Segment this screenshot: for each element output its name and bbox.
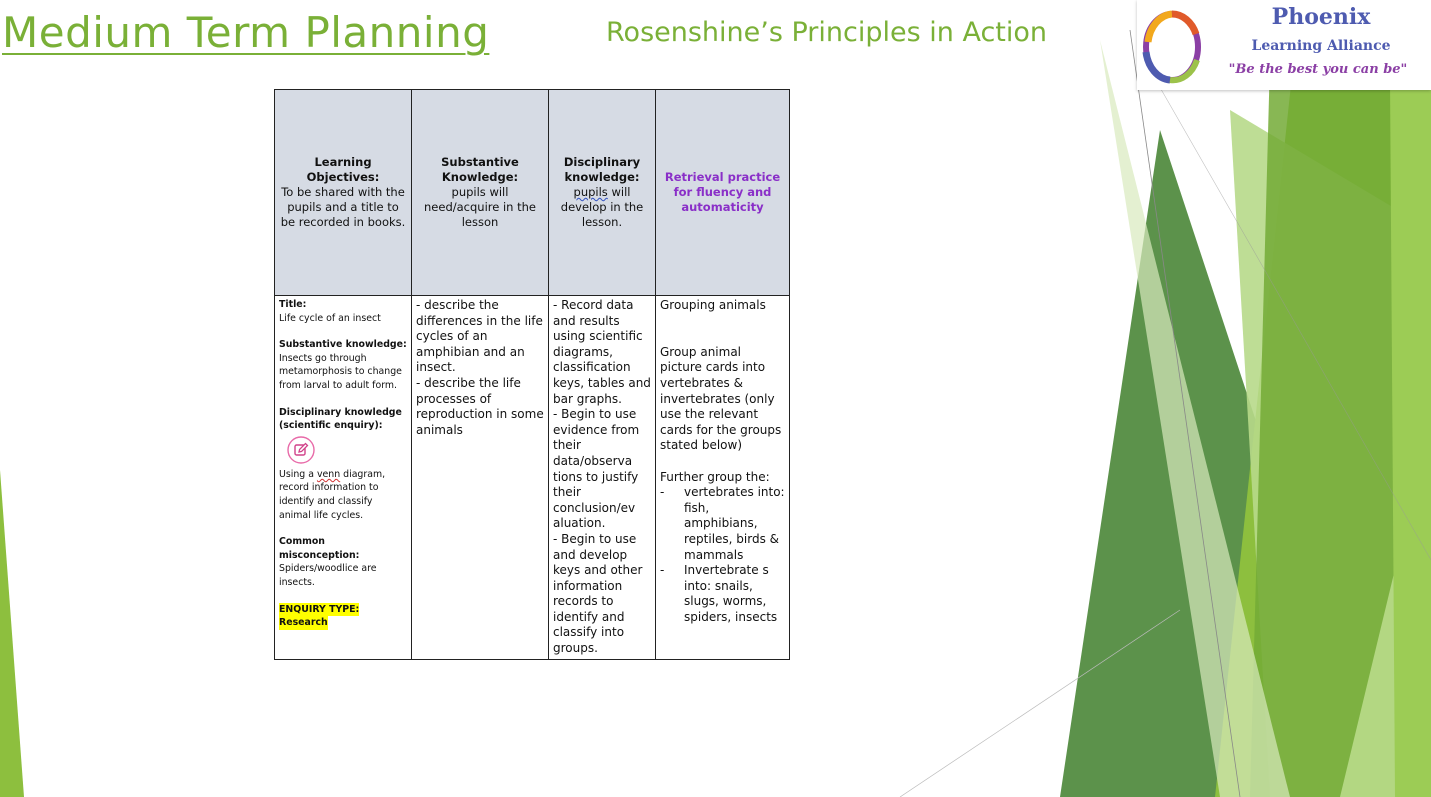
disciplinary-cell — [549, 296, 656, 660]
list-item: - Begin to use evidence from their data/observa tions to justify their conclusion/ev aluation. — [553, 407, 640, 531]
retrieval-cell — [656, 296, 790, 660]
retrieval-task: Group animal picture cards into vertebrates & invertebrates (only use the relevant cards for the groups stated below) — [660, 344, 782, 453]
header-substantive-knowledge: Substantive Knowledge: pupils will need/acquire in the lesson — [412, 90, 549, 296]
title-text: Life cycle of an insect — [279, 312, 381, 324]
header-disciplinary-knowledge: Disciplinary knowledge: pupils will develop in the lesson. — [549, 90, 656, 296]
title-label: Title: — [279, 299, 307, 310]
list-item: - Record data and results using scientific diagrams, classification keys, tables and bar graphs. — [553, 298, 651, 406]
list-item: - describe the differences in the life cycles of an amphibian and an insect. — [416, 298, 543, 375]
logo-motto: "Be the best you can be" — [1228, 62, 1408, 77]
logo-name: Phoenix — [1271, 4, 1371, 30]
logo-subtitle: Learning Alliance — [1251, 38, 1391, 54]
substantive-cell — [412, 296, 549, 660]
list-item: - vertebrates into: fish, amphibians, reptiles, birds & mammals — [660, 485, 785, 563]
substantive-label: Substantive knowledge: — [279, 339, 407, 351]
edit-icon[interactable] — [287, 436, 315, 464]
retrieval-list — [660, 485, 785, 625]
substantive-text: Insects go through metamorphosis to change from larval to adult form. — [279, 352, 402, 391]
retrieval-heading: Grouping animals — [660, 298, 766, 312]
list-item: - Invertebrate s into: snails, slugs, worms, spiders, insects — [660, 563, 785, 625]
venn-text: Using a venn diagram, record information to identify and classify animal life cycles. — [279, 468, 386, 521]
planning-table — [274, 89, 790, 660]
table-row — [275, 296, 790, 660]
misconception-label: Common misconception: — [279, 536, 360, 561]
list-item: - Begin to use and develop keys and other information records to identify and classify into groups. — [553, 531, 643, 656]
retrieval-further: Further group the: — [660, 469, 770, 484]
disciplinary-label: Disciplinary knowledge (scientific enquiry): — [279, 406, 402, 432]
enquiry-type: ENQUIRY TYPE: Research — [279, 603, 360, 629]
page-subtitle: Rosenshine’s Principles in Action — [606, 17, 1048, 48]
page-title: Medium Term Planning — [2, 8, 490, 57]
misconception-text: Spiders/woodlice are insects. — [279, 563, 377, 588]
list-item: - describe the life processes of reproduction in some animals — [416, 375, 544, 437]
header-retrieval-practice: Retrieval practice for fluency and automaticity — [656, 90, 790, 296]
objectives-cell — [275, 296, 412, 660]
table-header-row — [275, 90, 790, 296]
phoenix-logo — [1137, 0, 1431, 90]
phoenix-ring-icon — [1140, 2, 1204, 88]
header-learning-objectives: Learning Objectives: To be shared with the pupils and a title to be recorded in books. — [275, 90, 412, 296]
